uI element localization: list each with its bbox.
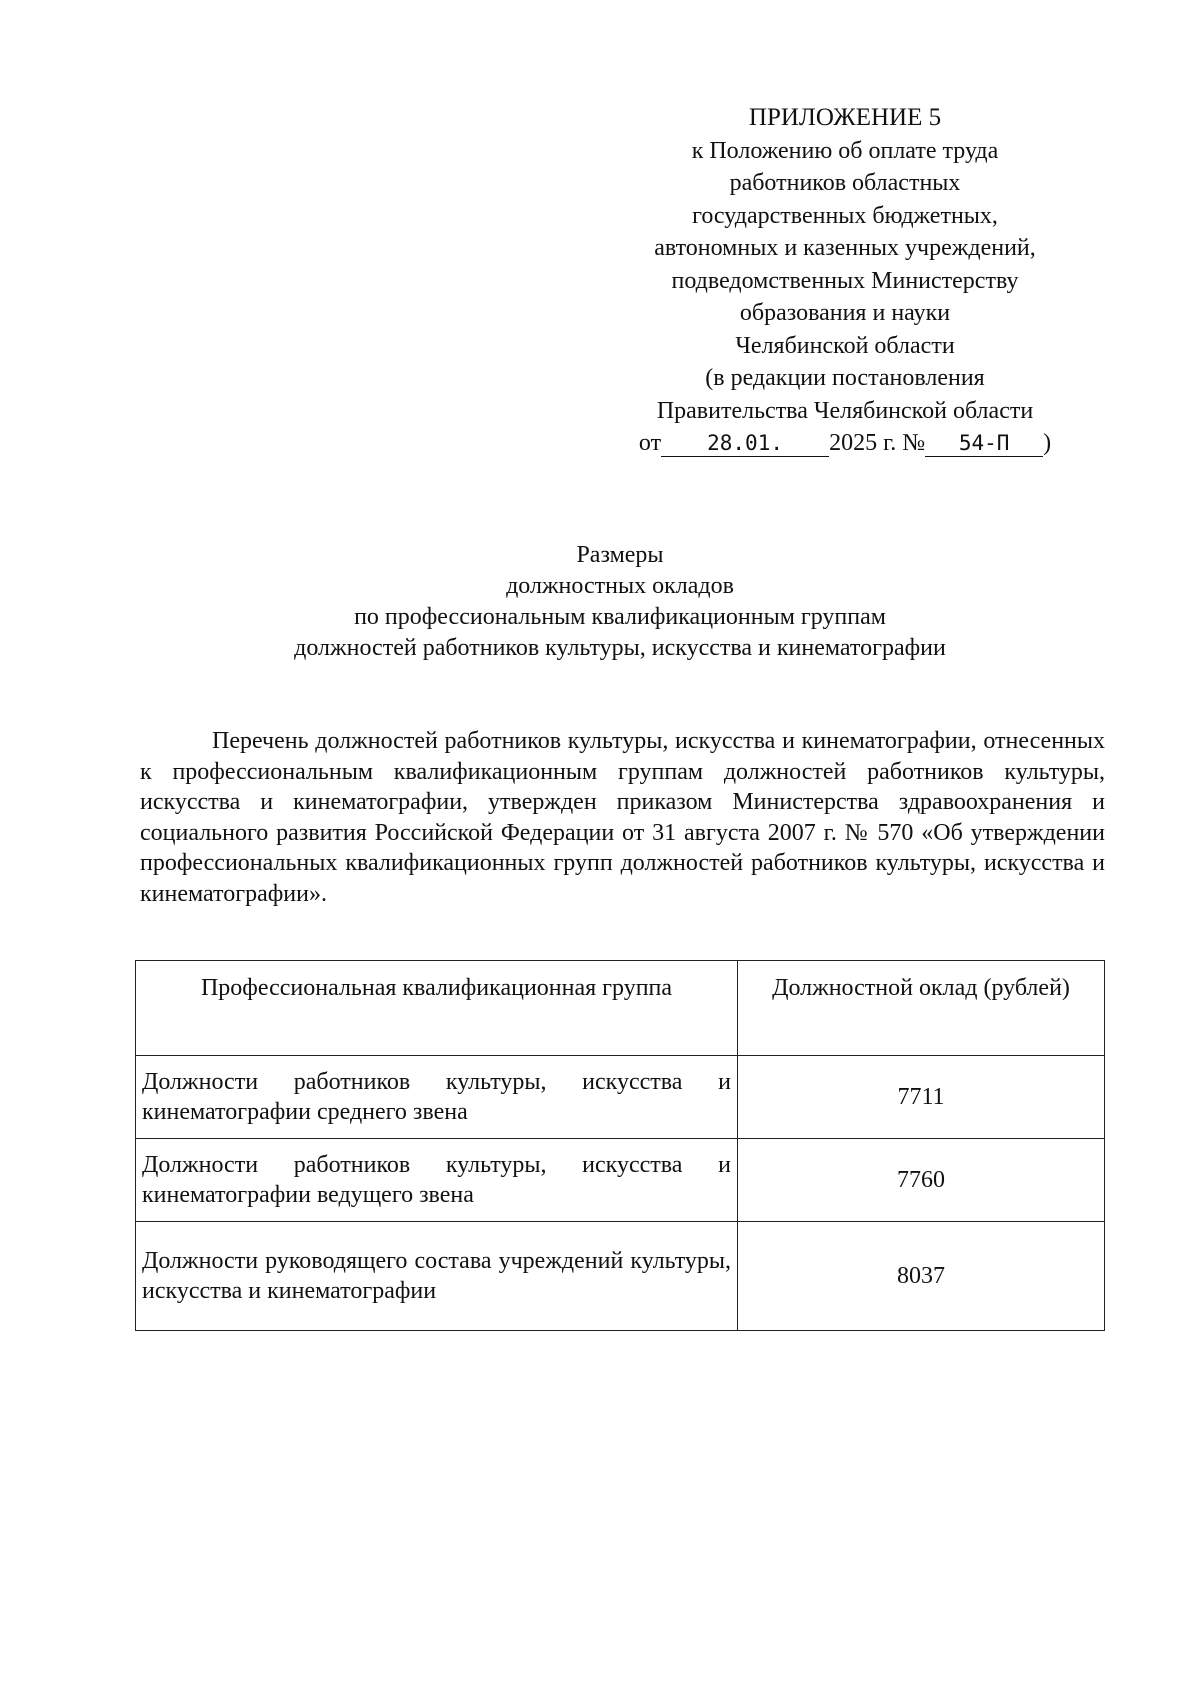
resolution-number-field: 54-П: [925, 430, 1043, 457]
year-number-label: 2025 г. №: [829, 430, 926, 456]
table-row: [136, 1139, 1105, 1222]
heading-line: Размеры: [576, 542, 664, 568]
appendix-line: образования и науки: [739, 300, 951, 326]
appendix-line: к Положению об оплате труда: [691, 137, 999, 164]
heading-line: должностей работников культуры, искусства и кинематографии: [294, 635, 946, 661]
closing-paren: ): [1043, 430, 1052, 456]
appendix-line: государственных бюджетных,: [692, 202, 998, 229]
heading-line: должностных окладов: [506, 573, 734, 599]
appendix-line: работников областных: [729, 170, 961, 196]
salary-table: [135, 960, 1105, 1331]
document-heading: [130, 540, 1110, 664]
appendix-title: ПРИЛОЖЕНИЕ 5: [748, 104, 942, 131]
table-row: [136, 1056, 1105, 1139]
column-header-salary: Должностной оклад (рублей): [738, 961, 1105, 1056]
appendix-line: Правительства Челябинской области: [656, 397, 1034, 424]
column-header-group: Профессиональная квалификационная группа: [136, 961, 738, 1056]
intro-paragraph: Перечень должностей работников культуры, искусства и кинематографии, отнесенных к профессиональным квалификационным группам должностей работников культуры, искусства и кинематографии, утвержден приказом Министерства здравоохранения и социального развития Российской Федерации от 31 августа 2007 г. № 570 «Об утверждении профессиональных квалификационных групп должностей работников культуры, искусства и кинематографии».: [140, 728, 1105, 907]
appendix-line: подведомственных Министерству: [671, 267, 1019, 294]
cell-group: Должности работников культуры, искусства и кинематографии ведущего звена: [136, 1139, 738, 1222]
cell-salary: 7711: [738, 1056, 1105, 1139]
table-header-row: [136, 961, 1105, 1056]
appendix-line: Челябинской области: [735, 332, 955, 359]
appendix-line: автономных и казенных учреждений,: [654, 235, 1036, 261]
cell-group: Должности руководящего состава учреждений культуры, искусства и кинематографии: [136, 1222, 738, 1331]
appendix-line: (в редакции постановления: [705, 365, 985, 391]
cell-group: Должности работников культуры, искусства и кинематографии среднего звена: [136, 1056, 738, 1139]
cell-salary: 7760: [738, 1139, 1105, 1222]
cell-salary: 8037: [738, 1222, 1105, 1331]
resolution-date-field: 28.01.: [661, 430, 829, 457]
table-row: [136, 1222, 1105, 1331]
heading-line: по профессиональным квалификационным группам: [354, 604, 886, 630]
resolution-date-line: [600, 427, 1090, 460]
date-prefix: от: [638, 430, 662, 456]
appendix-header: [600, 102, 1090, 460]
